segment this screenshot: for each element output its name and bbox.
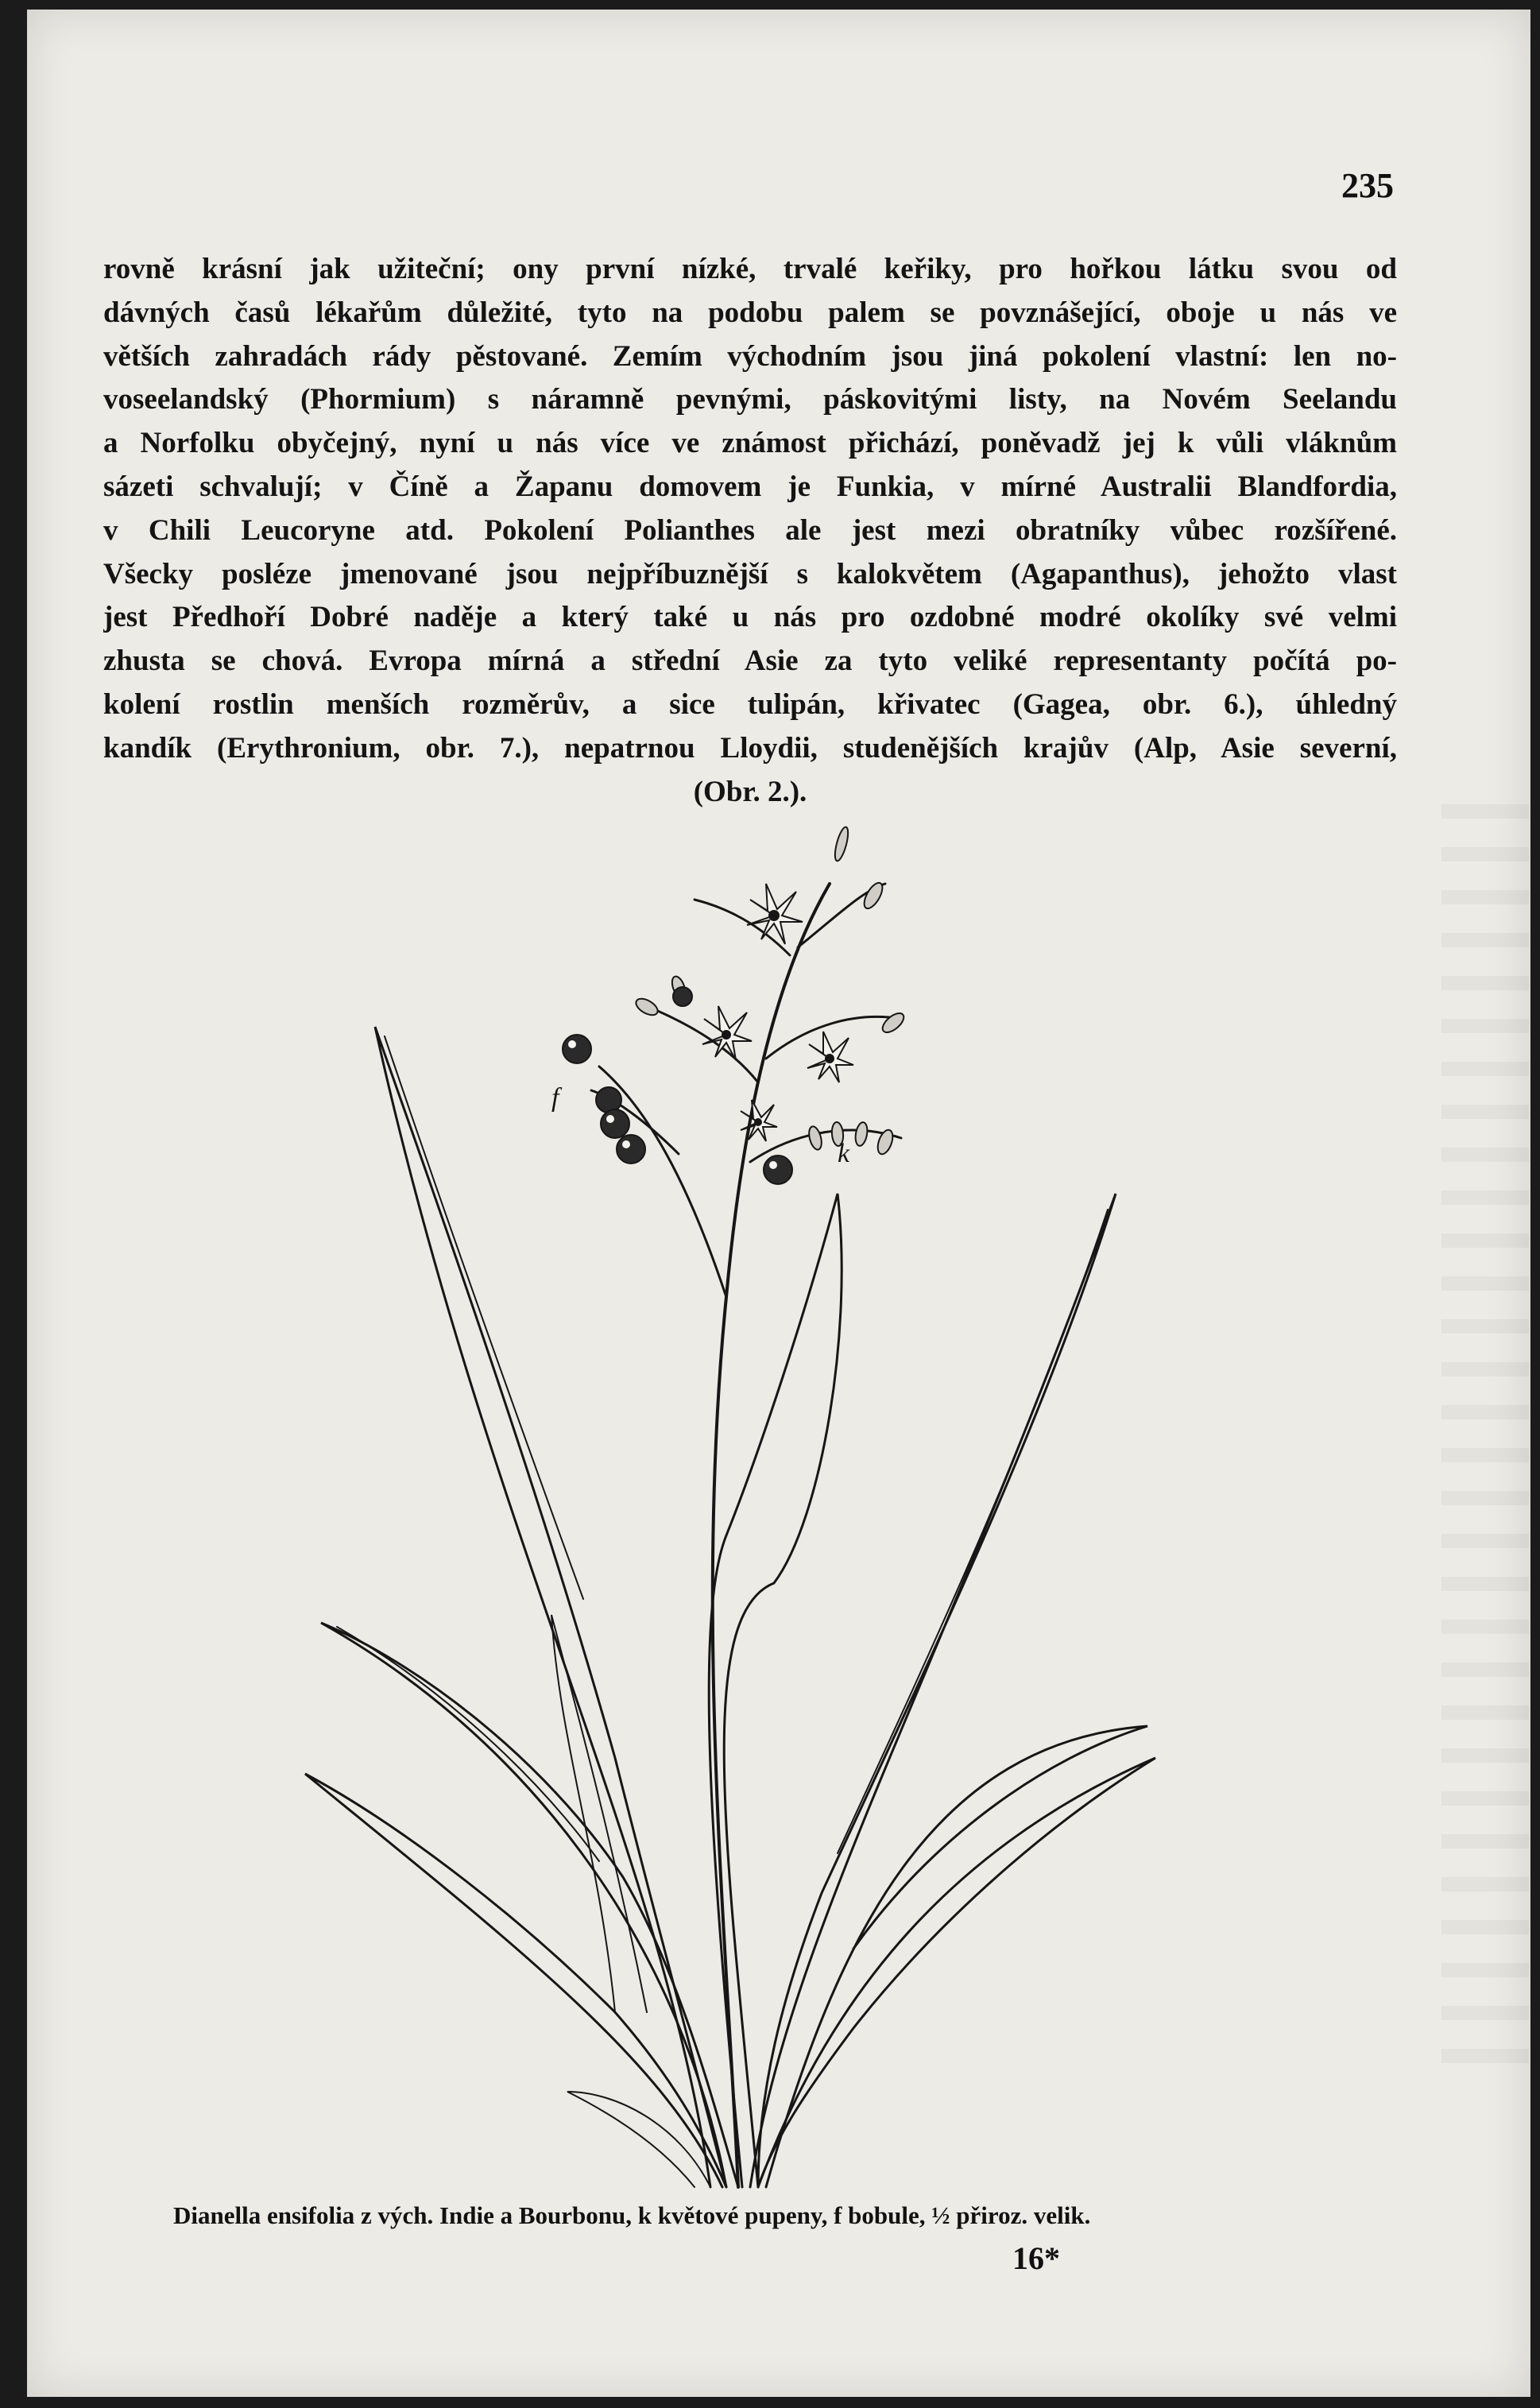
text-line: a Norfolku obyčejný, nyní u nás více ve známost přichází, poněvadž jej k vůli vláknům [103, 427, 1397, 460]
text-line-figure-ref: (Obr. 2.). [693, 775, 807, 808]
flower-bud [833, 826, 851, 862]
plant-illustration [281, 820, 1203, 2203]
page-number: 235 [1341, 166, 1394, 205]
berry [601, 1109, 629, 1138]
flower [807, 1032, 853, 1082]
flower-bud [854, 1121, 869, 1147]
berry [596, 1087, 621, 1113]
text-line: sázeti schvalují; v Číně a Žapanu domovem je Funkia, v mírné Australii Blandfordia, [103, 470, 1397, 503]
leaf [567, 2092, 710, 2187]
label-k: k [838, 1139, 850, 1168]
text-line: kolení rostlin menších rozměrův, a sice tulipán, křivatec (Gagea, obr. 6.), úhledný [103, 687, 1397, 721]
berry [764, 1156, 792, 1184]
leaf [838, 1210, 1108, 1853]
figure-caption: Dianella ensifolia z vých. Indie a Bourbonu, k květové pupeny, f bobule, ½ přiroz. velik. [173, 2201, 1091, 2229]
flower-bud [633, 996, 660, 1019]
book-page [27, 10, 1530, 2397]
label-f: f [551, 1083, 559, 1113]
flower-branch [639, 1003, 758, 1082]
leaf [766, 1726, 1147, 2187]
bleed-through-text [1441, 804, 1529, 2076]
leaf [758, 1758, 1155, 2187]
flower-bud [807, 1125, 823, 1152]
flower-bud [880, 1010, 907, 1036]
leaf [385, 1036, 583, 1599]
berry [563, 1035, 591, 1063]
text-line: rovně krásní jak užiteční; ony první nízké, trvalé keřiky, pro hořkou látku svou od [103, 253, 1397, 285]
leaf [551, 1615, 647, 2012]
text-line: zhusta se chová. Evropa mírná a střední Asie za tyto veliké representanty počítá po- [103, 645, 1397, 678]
berry [673, 987, 692, 1006]
leaf [750, 1194, 1116, 2187]
text-line: voseelandský (Phormium) s náramně pevnými, páskovitými listy, na Novém Seelandu [103, 383, 1397, 416]
leaf [321, 1623, 738, 2187]
text-line: dávných časů lékařům důležité, tyto na podobu palem se povznášející, oboje u nás ve [103, 296, 1397, 329]
signature-mark: 16* [1012, 2240, 1060, 2276]
text-line: jest Předhoří Dobré naděje a který také u nás pro ozdobné modré okolíky své velmi [103, 601, 1397, 634]
text-line: v Chili Leucoryne atd. Pokolení Polianthes ale jest mezi obratníky vůbec rozšířené. [103, 513, 1397, 547]
text-line: větších zahradách rády pěstované. Zemím východním jsou jiná pokolení vlastní: len no- [103, 339, 1397, 373]
leaf [305, 1774, 726, 2187]
text-line: kandík (Erythronium, obr. 7.), nepatrnou Lloydii, studenějších krajův (Alp, Asie severní, [103, 731, 1397, 765]
flower [747, 884, 803, 944]
flower-stem [713, 884, 830, 2187]
berry [617, 1135, 645, 1163]
text-line: Všecky posléze jmenované jsou nejpříbuznější s kalokvětem (Agapanthus), jehožto vlast [103, 557, 1397, 590]
body-text [103, 248, 1397, 814]
